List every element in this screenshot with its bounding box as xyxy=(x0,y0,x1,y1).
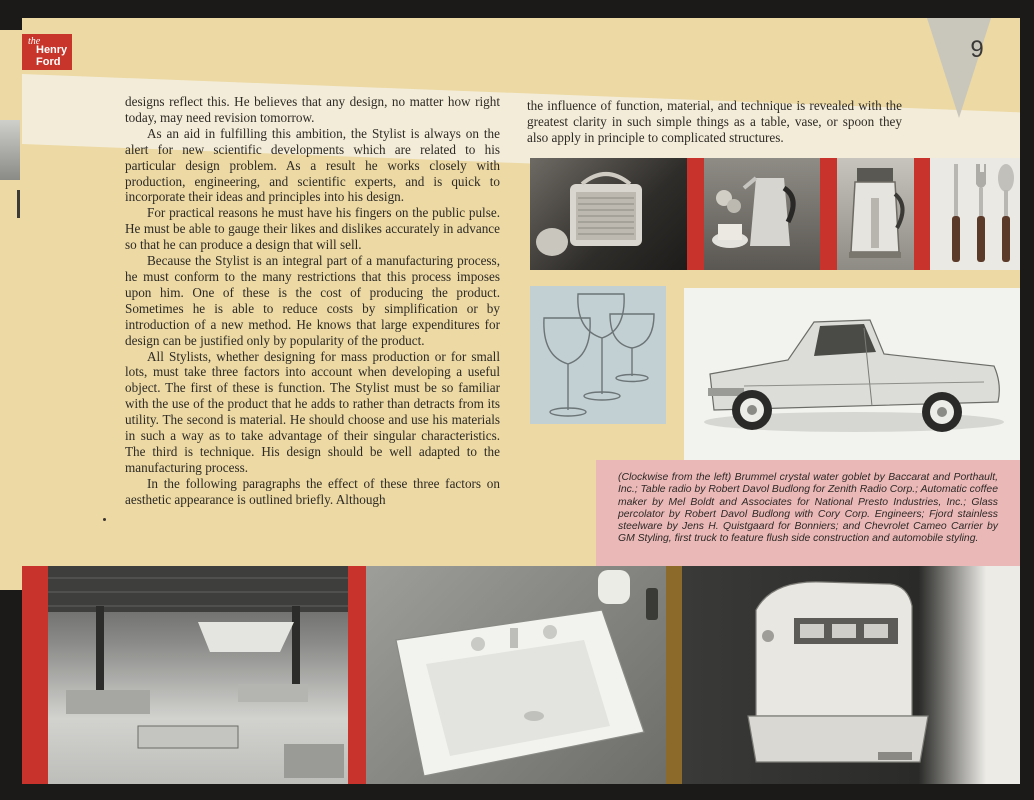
henry-ford-logo xyxy=(22,34,72,70)
crystal-goblets-photo xyxy=(530,286,666,424)
chevrolet-cameo-carrier-photo xyxy=(684,288,1020,460)
red-divider-2 xyxy=(820,158,837,270)
coffee-maker-illustration xyxy=(704,158,820,270)
logo-line-henry: Henry xyxy=(36,44,68,56)
glass-percolator-photo xyxy=(837,158,914,270)
paragraph-2: As an aid in fulfilling this ambition, the Stylist is always on the alert for new scientific developments which are related to his particular design problem. As a result he works closely with production, engineering, and scientific experts, and is quick to incorporate their ideas and principles into his design. xyxy=(125,125,500,205)
lounge-illustration xyxy=(48,566,348,784)
paragraph-3: For practical reasons he must have his fingers on the public pulse. He must be able to gauge their likes and dislikes accurately in advance so that he can produce a design that will sell. xyxy=(125,205,500,253)
page-number: 9 xyxy=(970,36,984,63)
previous-page-edge xyxy=(0,30,22,590)
paragraph-5: All Stylists, whether designing for mass production or for small lots, must take three factors into account when developing a useful object. The first of these is function. The Stylist must be so familiar with the use of the product that he adds to rather than detracts from its utility. The second is material. He should choose and use his materials in such a way as to take advantage of their singular characteristics. The third is technique. His design should be well adapted to the manufacturing process. xyxy=(125,348,500,475)
stainless-steelware-photo xyxy=(930,158,1020,270)
stray-mark xyxy=(103,518,106,521)
goblets-illustration xyxy=(530,286,666,424)
modern-lounge-interior-photo xyxy=(48,566,348,784)
sink-illustration xyxy=(366,566,666,784)
paragraph-1: designs reflect this. He believes that any design, no matter how right today, may need revision tomorrow. xyxy=(125,94,500,125)
left-text-column xyxy=(125,94,500,508)
appliance-illustration xyxy=(682,566,1020,784)
logo-line-the: the xyxy=(28,36,41,47)
bathroom-sink-photo xyxy=(366,566,666,784)
page-number-triangle xyxy=(927,18,991,118)
right-text-column xyxy=(527,98,902,146)
steelware-illustration xyxy=(930,158,1020,270)
table-radio-illustration xyxy=(530,158,687,270)
table-radio-photo xyxy=(530,158,687,270)
photo-caption: (Clockwise from the left) Brummel crystal water goblet by Baccarat and Porthault, Inc.; Table radio by Robert Davol Budlong for Zenith Radio Corp.; Automatic coffee maker by Mel Boldt and Associates for National Presto Industries, Inc.; Glass percolator by Robert Davol Budlong with Cory Corp. Engineers; Fjord stainless steelware by Jens H. Quistgaard for Bonniers; and Chevrolet Cameo Carrier by GM Styling, first truck to feature flush side construction and automobile styling. xyxy=(596,460,1020,568)
red-divider-1 xyxy=(687,158,704,270)
magazine-page xyxy=(22,18,1020,784)
logo-line-ford: Ford xyxy=(36,56,61,68)
paragraph-continued: the influence of function, material, and technique is revealed with the greatest clarity in such simple things as a table, vase, or spoon they also apply in principle to complicated structures. xyxy=(527,98,902,145)
appliance-photo xyxy=(682,566,1020,784)
previous-page-mark xyxy=(17,190,20,218)
red-divider-bottom-left xyxy=(22,566,48,784)
red-divider-bottom-middle xyxy=(348,566,366,784)
red-divider-bottom-right xyxy=(666,566,682,784)
previous-page-photo-edge xyxy=(0,120,20,180)
red-divider-3 xyxy=(914,158,930,270)
truck-illustration xyxy=(684,288,1020,460)
paragraph-4: Because the Stylist is an integral part of a manufacturing process, he must conform to the many restrictions that this process imposes upon him. One of these is the cost of producing the product. Sometimes he is able to reduce costs by simplification or by introduction of a new method. He knows that large expenditures for design can be justified only by popularity of the product. xyxy=(125,253,500,348)
coffee-maker-photo xyxy=(704,158,820,270)
glass-percolator-illustration xyxy=(837,158,914,270)
paragraph-6: In the following paragraphs the effect of these three factors on aesthetic appearance is outlined briefly. Although xyxy=(125,475,500,507)
